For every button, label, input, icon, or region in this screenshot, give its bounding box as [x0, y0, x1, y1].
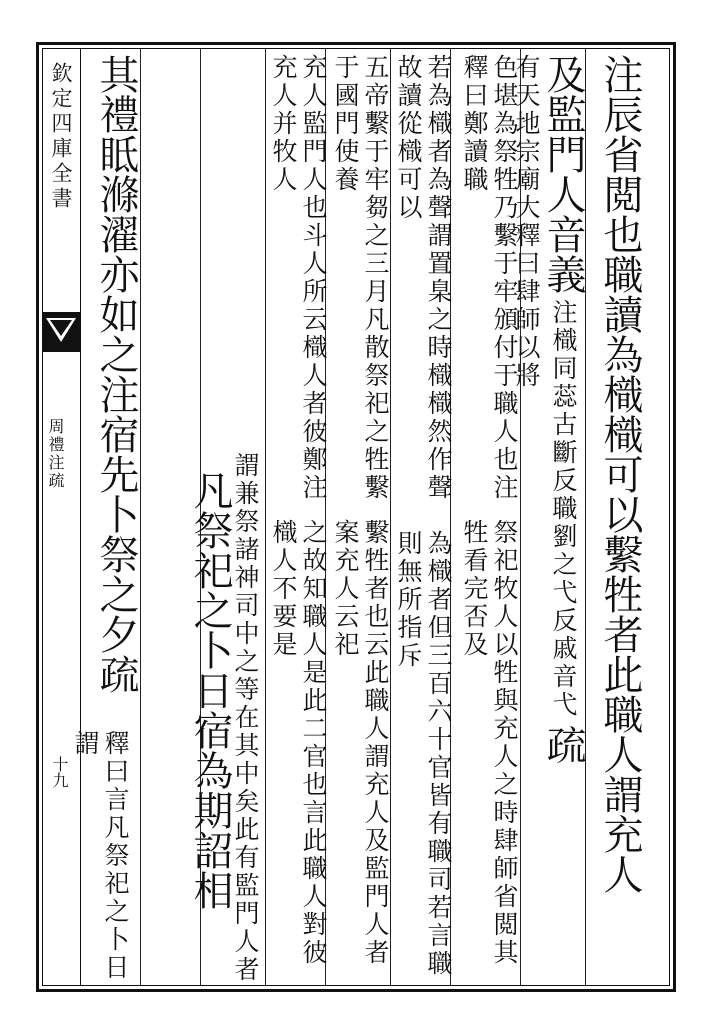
main-text-lower: [180, 470, 232, 984]
annotation-tail: [71, 730, 130, 984]
annotation-left: 色堪為祭牲乃繫于牢頒付于職人也注釋曰鄭讀職: [460, 54, 519, 502]
annotation-right: 在其中矣此有監門人者: [231, 704, 260, 984]
gutter-rule: [80, 48, 81, 986]
annotation-right: 繫牲者也云此職人謂充人及監門人者案充人云祀: [331, 519, 390, 967]
annotation-left: 注樴同蕊古斷反: [549, 299, 578, 496]
annotation-right: 職劉之弋反戚音弋: [549, 495, 578, 720]
column-rule: [390, 48, 391, 986]
annotation-right: 之故知職人是此二官也言此職人對彼樴人不要是: [269, 519, 328, 967]
annotation-right: 釋曰肆師以將: [512, 222, 541, 390]
fishtail-mark-icon: [42, 312, 80, 352]
text-column-3: [455, 54, 519, 984]
main-text: 疏: [540, 724, 586, 765]
text-column-4: [393, 54, 453, 984]
annotation-left: 有天地宗廟大: [512, 54, 541, 222]
page-number: 十九: [50, 756, 69, 788]
annotation-left: 謂兼祭諸神司中之等: [231, 452, 260, 704]
annotation-left: 若為樴者為聲謂置臬之時樴樴然作聲故讀從樴可以: [394, 54, 453, 502]
text-column-5: [328, 54, 390, 984]
book-title: 欽定四庫全書: [49, 62, 73, 212]
annotation-text: 釋曰言凡祭祀之卜日謂: [71, 730, 130, 982]
text-column-1: [592, 54, 642, 984]
annotation-left: 充人監門人也斗人所云樴人者彼鄭注充人并牧人: [269, 54, 328, 502]
column-rule: [140, 48, 141, 986]
main-text: 注辰省閲也職讀為樴樴可以繫牲者此職人謂充人: [597, 54, 643, 894]
annotation-pair: [548, 299, 578, 719]
annotation-left: 五帝繫于牢芻之三月凡散祭祀之牲繫于國門使養: [331, 54, 390, 502]
text-column-2: [512, 54, 586, 984]
annotation-right: 為樴者但三百六十官皆有職司若言職則無所指斥: [394, 529, 453, 978]
main-text: 及監門人音義: [540, 54, 586, 294]
column-rule: [265, 48, 266, 986]
section-label: 周禮注疏: [46, 418, 65, 490]
annotation-right: 祭祀牧人以牲與充人之時肆師省閲其牲看完否及: [460, 519, 519, 967]
main-text: 凡祭祀之卜日宿為期詔相: [187, 470, 233, 910]
text-column-6: [268, 54, 328, 984]
main-text: 其禮眡滌濯亦如之注宿先卜祭之夕疏: [93, 54, 139, 694]
